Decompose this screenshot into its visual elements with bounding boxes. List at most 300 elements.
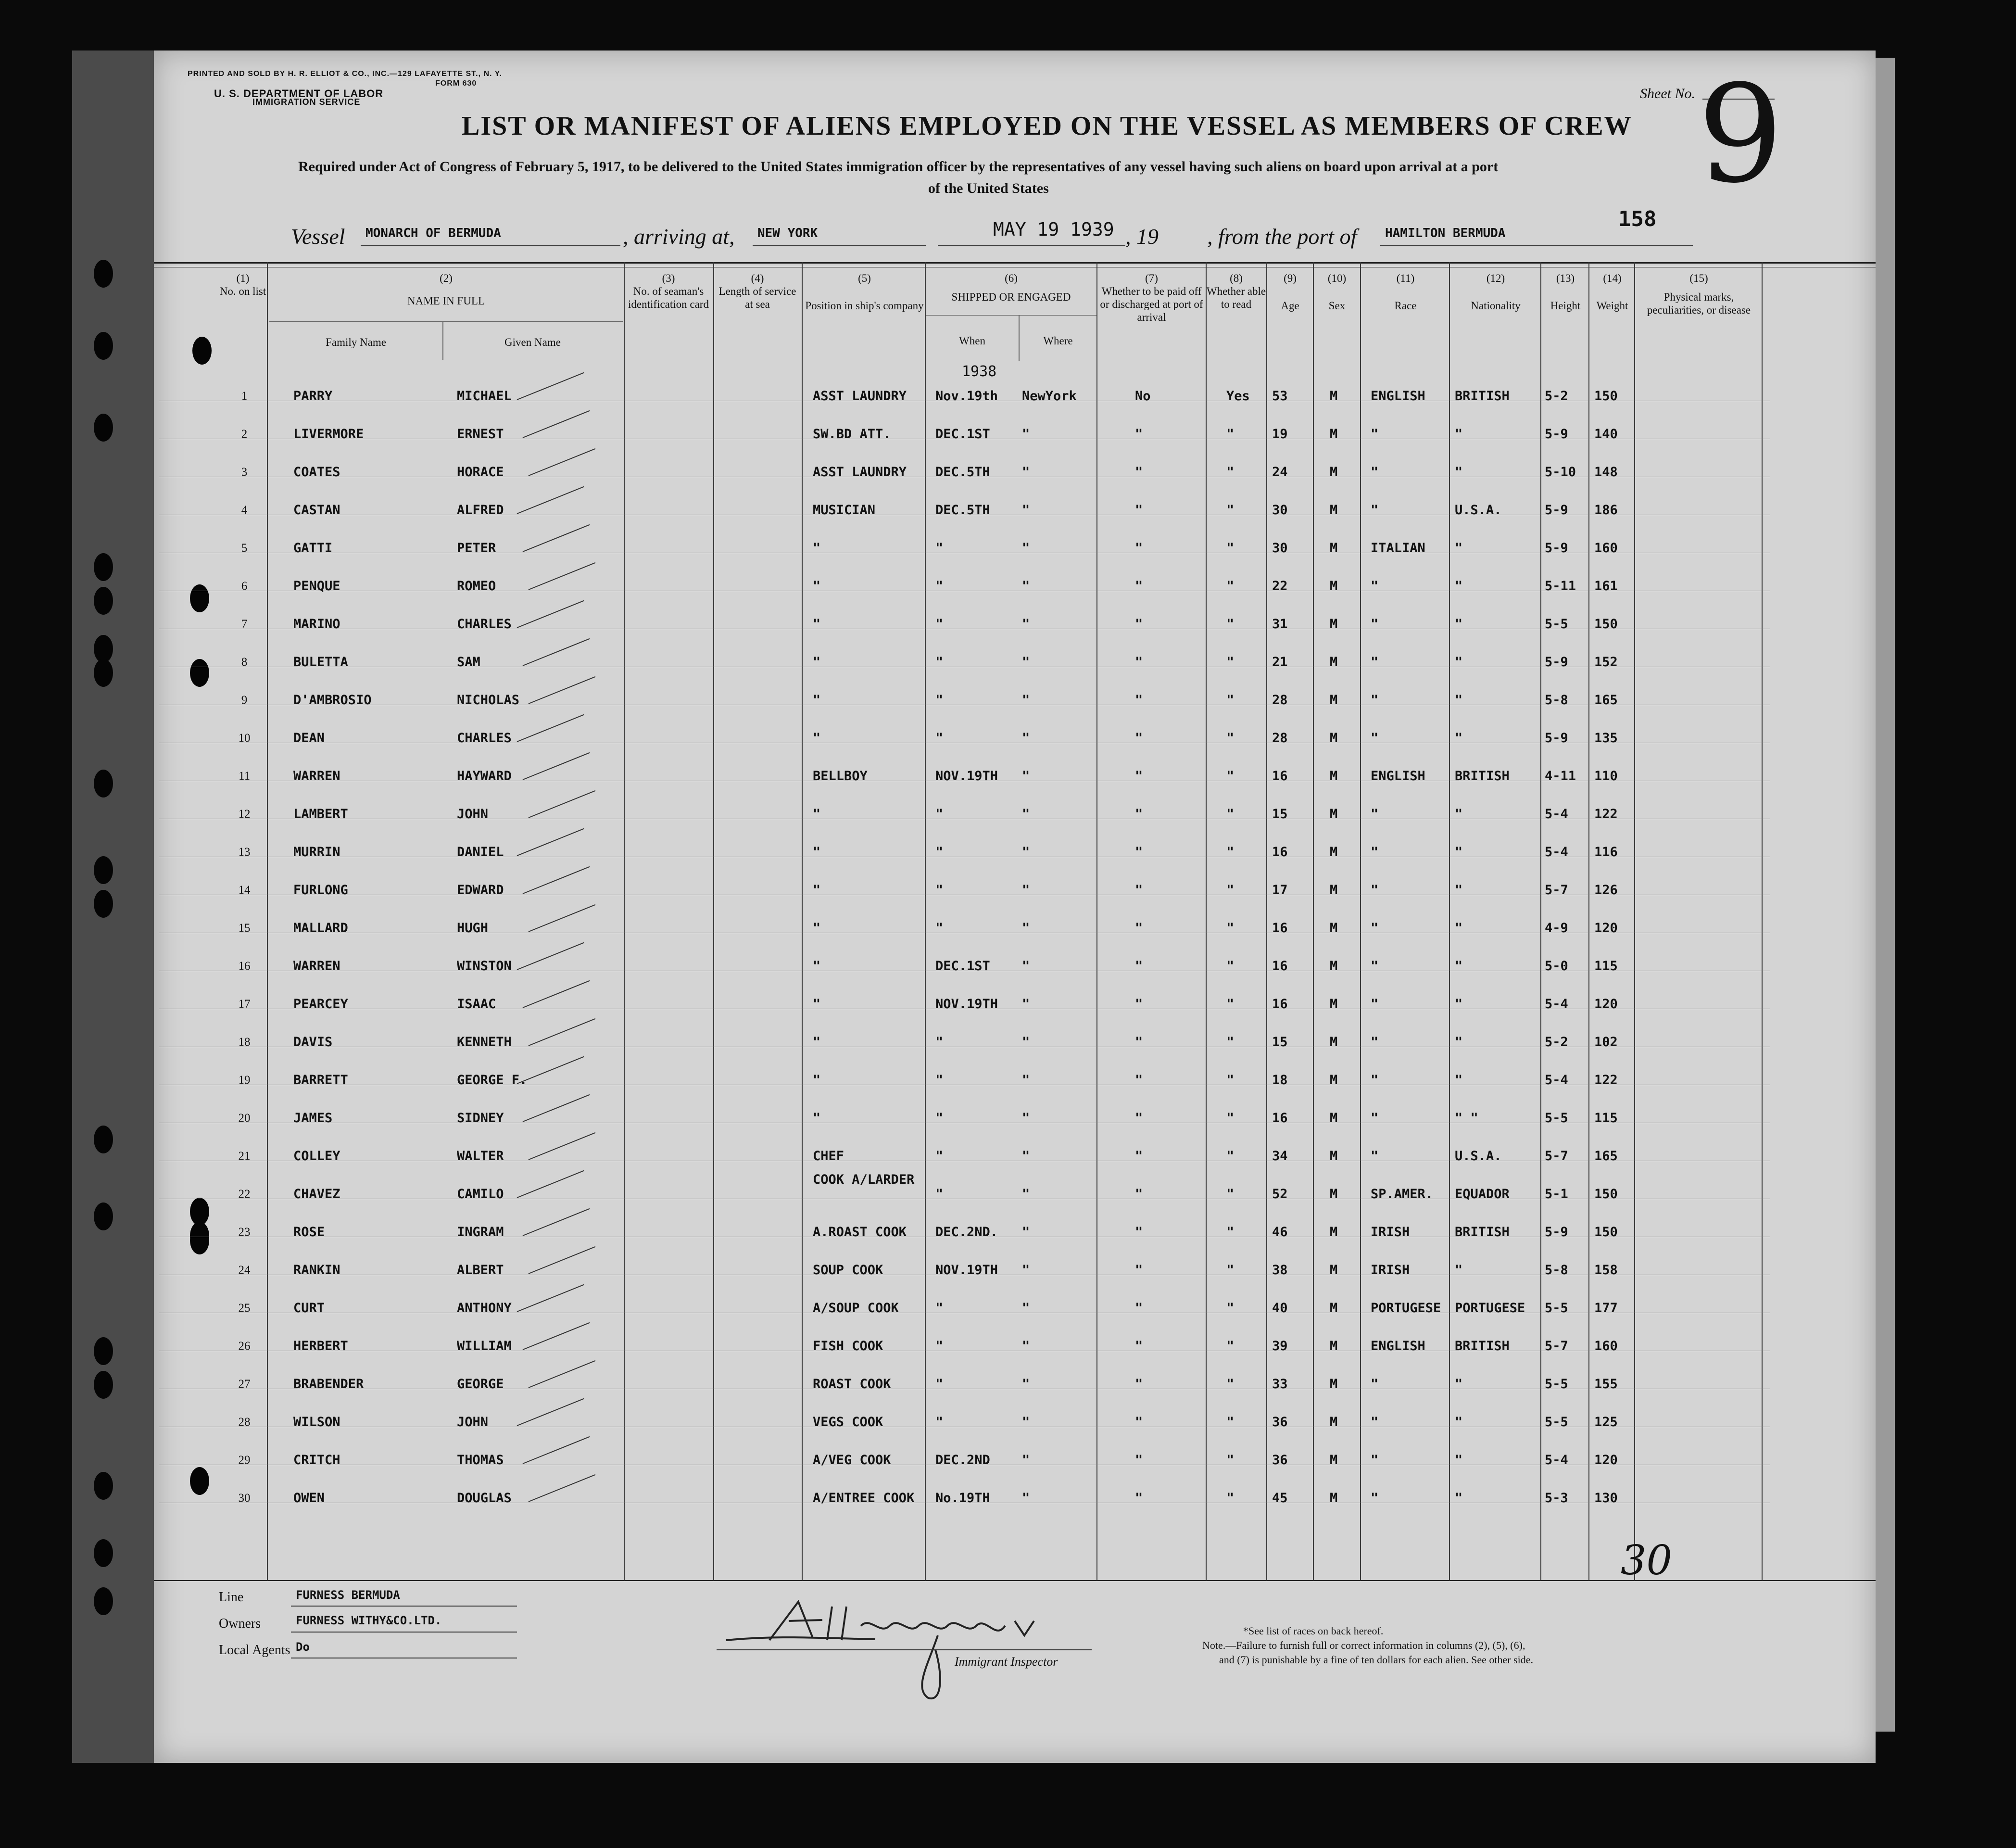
family-name-cell: FURLONG (293, 883, 348, 898)
family-name-header: Family Name (326, 336, 386, 348)
family-name-cell: D'AMBROSIO (293, 693, 372, 708)
row-number: 2 (241, 428, 248, 441)
family-name-cell: GATTI (293, 541, 333, 556)
punch-hole (94, 414, 113, 442)
row-number: 3 (241, 466, 248, 479)
given-name-cell: DOUGLAS (457, 1491, 512, 1506)
height-cell: 5-2 (1545, 1035, 1568, 1050)
sex-cell: M (1330, 1453, 1338, 1468)
weight-cell: 160 (1594, 541, 1618, 556)
age-cell: 15 (1272, 807, 1288, 822)
nationality-cell: " (1455, 655, 1463, 670)
owners-label: Owners (219, 1616, 261, 1631)
nationality-cell: " (1455, 1035, 1463, 1050)
row-number: 15 (238, 922, 251, 935)
column-rule (1634, 262, 1635, 1580)
weight-cell: 122 (1594, 1073, 1618, 1088)
race-cell: " (1371, 1377, 1379, 1392)
column-rule (802, 262, 803, 1580)
race-cell: ITALIAN (1371, 541, 1425, 556)
able-to-read-cell: " (1226, 1301, 1235, 1316)
position-cell: " (813, 655, 821, 670)
nationality-cell: " (1455, 921, 1463, 936)
age-cell: 36 (1272, 1415, 1288, 1430)
race-cell: " (1371, 1453, 1379, 1468)
col6-header: (6) SHIPPED OR ENGAGED (951, 272, 1071, 303)
weight-cell: 165 (1594, 1149, 1618, 1164)
column-rule (713, 262, 714, 1580)
age-cell: 31 (1272, 617, 1288, 632)
name-subheader-rule (269, 321, 623, 322)
column-rule (1266, 262, 1267, 1580)
sheet-number: 9 (1698, 56, 1784, 213)
sex-cell: M (1330, 769, 1338, 784)
inspector-label: Immigrant Inspector (955, 1655, 1058, 1669)
punch-hole (190, 659, 209, 687)
nationality-cell: " (1455, 1377, 1463, 1392)
sex-cell: M (1330, 617, 1338, 632)
weight-cell: 165 (1594, 693, 1618, 708)
shipped-where-cell: " (1022, 1415, 1030, 1430)
shipped-when-cell: DEC.5TH (935, 503, 990, 518)
punch-hole (94, 1472, 113, 1500)
able-to-read-cell: " (1226, 1073, 1235, 1088)
family-name-cell: HERBERT (293, 1339, 348, 1354)
row-number: 4 (241, 504, 248, 517)
weight-cell: 116 (1594, 845, 1618, 860)
weight-cell: 140 (1594, 427, 1618, 442)
column-rule (1762, 262, 1763, 1580)
paid-off-cell: " (1135, 1301, 1143, 1316)
punch-hole (94, 770, 113, 797)
height-cell: 5-7 (1545, 883, 1568, 898)
weight-cell: 148 (1594, 465, 1618, 480)
row-number: 6 (241, 580, 248, 593)
paid-off-cell: " (1135, 503, 1143, 518)
able-to-read-cell: " (1226, 617, 1235, 632)
paid-off-cell: " (1135, 1073, 1143, 1088)
column-rule (624, 262, 625, 1580)
column-rule (267, 262, 268, 1580)
shipped-when-cell: DEC.1ST (935, 427, 990, 442)
row-number: 8 (241, 656, 248, 669)
race-cell: " (1371, 1111, 1379, 1126)
col11-header: (11) Race (1394, 272, 1417, 312)
shipped-where-cell: " (1022, 845, 1030, 860)
vessel-label: Vessel (291, 224, 345, 249)
punch-hole (192, 337, 212, 365)
given-name-cell: ANTHONY (457, 1301, 512, 1316)
shipped-when-cell: DEC.1ST (935, 959, 990, 974)
where-header: Where (1043, 335, 1073, 347)
row-number: 11 (238, 770, 251, 783)
position-cell: VEGS COOK (813, 1415, 883, 1430)
height-cell: 5-7 (1545, 1149, 1568, 1164)
family-name-cell: BARRETT (293, 1073, 348, 1088)
race-cell: IRISH (1371, 1225, 1410, 1240)
age-cell: 34 (1272, 1149, 1288, 1164)
given-name-cell: HORACE (457, 465, 504, 480)
given-name-cell: PETER (457, 541, 496, 556)
shipped-where-cell: NewYork (1022, 389, 1077, 404)
family-name-cell: CASTAN (293, 503, 340, 518)
height-cell: 4-11 (1545, 769, 1576, 784)
paid-off-cell: " (1135, 1491, 1143, 1506)
sex-cell: M (1330, 883, 1338, 898)
able-to-read-cell: " (1226, 579, 1235, 594)
able-to-read-cell: " (1226, 1377, 1235, 1392)
height-cell: 5-9 (1545, 655, 1568, 670)
given-name-cell: HUGH (457, 921, 489, 936)
agents-label: Local Agents (219, 1643, 290, 1658)
department: U. S. DEPARTMENT OF LABOR (214, 88, 384, 100)
sex-cell: M (1330, 1301, 1338, 1316)
able-to-read-cell: " (1226, 465, 1235, 480)
shipped-where-cell: " (1022, 921, 1030, 936)
weight-cell: 158 (1594, 1263, 1618, 1278)
age-cell: 18 (1272, 1073, 1288, 1088)
able-to-read-cell: " (1226, 1339, 1235, 1354)
age-cell: 17 (1272, 883, 1288, 898)
col9-header: (9) Age (1281, 272, 1299, 312)
punch-hole (94, 1337, 113, 1365)
family-name-cell: CURT (293, 1301, 325, 1316)
shipped-when-cell: DEC.2ND (935, 1453, 990, 1468)
vessel-name: MONARCH OF BERMUDA (365, 226, 501, 240)
paid-off-cell: " (1135, 1111, 1143, 1126)
punch-hole (94, 1539, 113, 1567)
family-name-cell: ROSE (293, 1225, 325, 1240)
paid-off-cell: " (1135, 959, 1143, 974)
position-cell: " (813, 1035, 821, 1050)
position-cell: FISH COOK (813, 1339, 883, 1354)
weight-cell: 161 (1594, 579, 1618, 594)
age-cell: 30 (1272, 541, 1288, 556)
col7-header: (7) Whether to be paid off or discharged at port of arrival (1100, 272, 1203, 323)
given-name-cell: CAMILO (457, 1187, 504, 1202)
sex-cell: M (1330, 1111, 1338, 1126)
age-cell: 53 (1272, 389, 1288, 404)
family-name-cell: DAVIS (293, 1035, 333, 1050)
paid-off-cell: " (1135, 1149, 1143, 1164)
family-name-cell: CHAVEZ (293, 1187, 340, 1202)
punch-hole (94, 1126, 113, 1153)
given-name-cell: SAM (457, 655, 480, 670)
row-number: 12 (238, 808, 251, 821)
row-number: 25 (238, 1302, 251, 1315)
shipped-where-cell: " (1022, 617, 1030, 632)
nationality-cell: BRITISH (1455, 1339, 1510, 1354)
sex-cell: M (1330, 655, 1338, 670)
position-cell: " (813, 883, 821, 898)
row-number: 1 (241, 390, 248, 403)
race-cell: " (1371, 807, 1379, 822)
weight-cell: 126 (1594, 883, 1618, 898)
paid-off-cell: " (1135, 807, 1143, 822)
age-cell: 38 (1272, 1263, 1288, 1278)
position-cell: " (813, 731, 821, 746)
paid-off-cell: " (1135, 541, 1143, 556)
table-top-rule (154, 262, 1876, 264)
punch-hole (94, 1587, 113, 1615)
shipped-when-cell: " (935, 617, 944, 632)
height-cell: 5-5 (1545, 617, 1568, 632)
race-cell: " (1371, 959, 1379, 974)
shipped-when-cell: " (935, 1377, 944, 1392)
punch-hole (94, 553, 113, 581)
family-name-cell: PENQUE (293, 579, 340, 594)
race-cell: " (1371, 427, 1379, 442)
paid-off-cell: " (1135, 1035, 1143, 1050)
able-to-read-cell: " (1226, 731, 1235, 746)
paid-off-cell: " (1135, 1187, 1143, 1202)
shipped-where-cell: " (1022, 1301, 1030, 1316)
nationality-cell: " (1455, 845, 1463, 860)
col4-header: (4) Length of service at sea (718, 272, 796, 310)
able-to-read-cell: " (1226, 1111, 1235, 1126)
nationality-cell: " (1455, 731, 1463, 746)
weight-cell: 150 (1594, 1225, 1618, 1240)
nationality-cell: " (1455, 997, 1463, 1012)
shipped-where-cell: " (1022, 693, 1030, 708)
sex-cell: M (1330, 1491, 1338, 1506)
paid-off-cell: " (1135, 1453, 1143, 1468)
row-number: 7 (241, 618, 248, 631)
paid-off-cell: " (1135, 769, 1143, 784)
paid-off-cell: " (1135, 997, 1143, 1012)
race-cell: " (1371, 1073, 1379, 1088)
shipped-when-cell: " (935, 655, 944, 670)
given-name-cell: KENNETH (457, 1035, 512, 1050)
paid-off-cell: No (1135, 389, 1151, 404)
race-cell: " (1371, 845, 1379, 860)
shipped-when-cell: DEC.5TH (935, 465, 990, 480)
nationality-cell: " (1455, 579, 1463, 594)
position-cell: BELLBOY (813, 769, 868, 784)
weight-cell: 186 (1594, 503, 1618, 518)
shipped-where-cell: " (1022, 1073, 1030, 1088)
row-number: 24 (238, 1264, 251, 1277)
age-cell: 22 (1272, 579, 1288, 594)
total-count: 30 (1621, 1537, 1672, 1584)
row-number: 27 (238, 1378, 251, 1391)
race-cell: IRISH (1371, 1263, 1410, 1278)
race-cell: " (1371, 617, 1379, 632)
position-cell: ASST LAUNDRY (813, 465, 907, 480)
port-underline (753, 245, 926, 246)
col10-header: (10) Sex (1327, 272, 1347, 312)
weight-cell: 130 (1594, 1491, 1618, 1506)
shipped-where-cell: " (1022, 541, 1030, 556)
height-cell: 5-5 (1545, 1377, 1568, 1392)
sex-cell: M (1330, 1035, 1338, 1050)
col3-header: (3) No. of seaman's identification card (628, 272, 709, 310)
age-cell: 19 (1272, 427, 1288, 442)
family-name-cell: OWEN (293, 1491, 325, 1506)
family-name-cell: CRITCH (293, 1453, 340, 1468)
punch-hole (190, 1467, 209, 1495)
paid-off-cell: " (1135, 1377, 1143, 1392)
departure-port: HAMILTON BERMUDA (1385, 226, 1506, 240)
age-cell: 24 (1272, 465, 1288, 480)
race-cell: " (1371, 883, 1379, 898)
paid-off-cell: " (1135, 655, 1143, 670)
able-to-read-cell: " (1226, 503, 1235, 518)
nationality-cell: BRITISH (1455, 1225, 1510, 1240)
shipped-where-cell: " (1022, 1453, 1030, 1468)
shipped-when-cell: DEC.2ND. (935, 1225, 998, 1240)
race-cell: " (1371, 1415, 1379, 1430)
able-to-read-cell: " (1226, 1453, 1235, 1468)
sex-cell: M (1330, 465, 1338, 480)
age-cell: 33 (1272, 1377, 1288, 1392)
weight-cell: 135 (1594, 731, 1618, 746)
height-cell: 5-1 (1545, 1187, 1568, 1202)
height-cell: 5-4 (1545, 1073, 1568, 1088)
family-name-cell: MURRIN (293, 845, 340, 860)
shipped-where-cell: " (1022, 655, 1030, 670)
position-cell: " (813, 997, 821, 1012)
weight-cell: 125 (1594, 1415, 1618, 1430)
shipped-where-cell: " (1022, 1225, 1030, 1240)
race-cell: " (1371, 997, 1379, 1012)
race-cell: ENGLISH (1371, 389, 1425, 404)
paid-off-cell: " (1135, 921, 1143, 936)
given-name-cell: THOMAS (457, 1453, 504, 1468)
inspector-signature (717, 1592, 1101, 1708)
height-cell: 5-8 (1545, 693, 1568, 708)
position-cell: " (813, 807, 821, 822)
line-value: FURNESS BERMUDA (296, 1588, 400, 1602)
arriving-label: , arriving at, (623, 224, 735, 249)
height-cell: 5-5 (1545, 1301, 1568, 1316)
shipped-when-cell: " (935, 1149, 944, 1164)
shipped-when-cell: No.19TH (935, 1491, 990, 1506)
able-to-read-cell: " (1226, 807, 1235, 822)
year-label: , 19 (1125, 224, 1159, 249)
nationality-cell: " (1455, 807, 1463, 822)
column-rule (1206, 262, 1207, 1580)
height-cell: 5-9 (1545, 427, 1568, 442)
family-name-cell: MARINO (293, 617, 340, 632)
position-cell: SW.BD ATT. (813, 427, 891, 442)
given-name-cell: WALTER (457, 1149, 504, 1164)
agents-value: Do (296, 1640, 310, 1654)
when-header: When (959, 335, 985, 347)
punch-hole (190, 1227, 209, 1254)
sex-cell: M (1330, 693, 1338, 708)
row-number: 17 (238, 998, 251, 1011)
line-underline (291, 1606, 517, 1607)
able-to-read-cell: " (1226, 1149, 1235, 1164)
height-cell: 5-8 (1545, 1263, 1568, 1278)
position-cell: A/VEG COOK (813, 1453, 891, 1468)
able-to-read-cell: " (1226, 541, 1235, 556)
race-note: *See list of races on back hereof. (1243, 1625, 1384, 1637)
position-cell: " (813, 693, 821, 708)
sex-cell: M (1330, 541, 1338, 556)
col8-header: (8) Whether able to read (1206, 272, 1266, 310)
age-cell: 52 (1272, 1187, 1288, 1202)
age-cell: 28 (1272, 731, 1288, 746)
family-name-cell: JAMES (293, 1111, 333, 1126)
page-edge (1876, 58, 1895, 1732)
given-name-cell: CHARLES (457, 617, 512, 632)
row-number: 29 (238, 1454, 251, 1467)
paid-off-cell: " (1135, 579, 1143, 594)
shipped-when-cell: " (935, 1035, 944, 1050)
page-number: 158 (1618, 207, 1657, 231)
height-cell: 5-5 (1545, 1111, 1568, 1126)
weight-cell: 160 (1594, 1339, 1618, 1354)
sheet-label: Sheet No. (1640, 86, 1695, 101)
weight-cell: 102 (1594, 1035, 1618, 1050)
column-rule (1313, 262, 1314, 1580)
punch-hole (94, 587, 113, 615)
given-name-cell: JOHN (457, 1415, 489, 1430)
height-cell: 5-9 (1545, 541, 1568, 556)
row-number: 16 (238, 960, 251, 973)
height-cell: 5-9 (1545, 503, 1568, 518)
shipped-when-cell: " (935, 845, 944, 860)
col12-header: (12) Nationality (1471, 272, 1521, 312)
height-cell: 5-2 (1545, 389, 1568, 404)
able-to-read-cell: " (1226, 845, 1235, 860)
shipped-where-cell: " (1022, 579, 1030, 594)
family-name-cell: PEARCEY (293, 997, 348, 1012)
row-number: 5 (241, 542, 248, 555)
age-cell: 30 (1272, 503, 1288, 518)
given-name-cell: ALBERT (457, 1263, 504, 1278)
shipped-when-cell: " (935, 1111, 944, 1126)
shipped-when-cell: " (935, 1187, 944, 1202)
weight-cell: 120 (1594, 997, 1618, 1012)
weight-cell: 122 (1594, 807, 1618, 822)
nationality-cell: " (1455, 1073, 1463, 1088)
shipped-where-cell: " (1022, 959, 1030, 974)
shipped-where-cell: " (1022, 1035, 1030, 1050)
shipped-where-cell: " (1022, 427, 1030, 442)
row-number: 26 (238, 1340, 251, 1353)
paid-off-cell: " (1135, 845, 1143, 860)
sex-cell: M (1330, 997, 1338, 1012)
penalty-note-2: and (7) is punishable by a fine of ten dollars for each alien. See other side. (1219, 1654, 1534, 1666)
paid-off-cell: " (1135, 1415, 1143, 1430)
weight-cell: 155 (1594, 1377, 1618, 1392)
punch-hole (94, 659, 113, 687)
able-to-read-cell: " (1226, 769, 1235, 784)
row-number: 23 (238, 1226, 251, 1239)
given-name-cell: WINSTON (457, 959, 512, 974)
able-to-read-cell: " (1226, 1225, 1235, 1240)
age-cell: 28 (1272, 693, 1288, 708)
family-name-cell: WARREN (293, 959, 340, 974)
shipped-when-cell: " (935, 1073, 944, 1088)
shipped-when-cell: NOV.19TH (935, 1263, 998, 1278)
weight-cell: 150 (1594, 1187, 1618, 1202)
given-name-cell: INGRAM (457, 1225, 504, 1240)
race-cell: " (1371, 693, 1379, 708)
weight-cell: 152 (1594, 655, 1618, 670)
race-cell: " (1371, 921, 1379, 936)
position-cell: " (813, 617, 821, 632)
sex-cell: M (1330, 959, 1338, 974)
weight-cell: 150 (1594, 389, 1618, 404)
col2-header: (2) NAME IN FULL (407, 272, 485, 307)
shipped-where-cell: " (1022, 807, 1030, 822)
row-number: 20 (238, 1112, 251, 1125)
weight-cell: 150 (1594, 617, 1618, 632)
